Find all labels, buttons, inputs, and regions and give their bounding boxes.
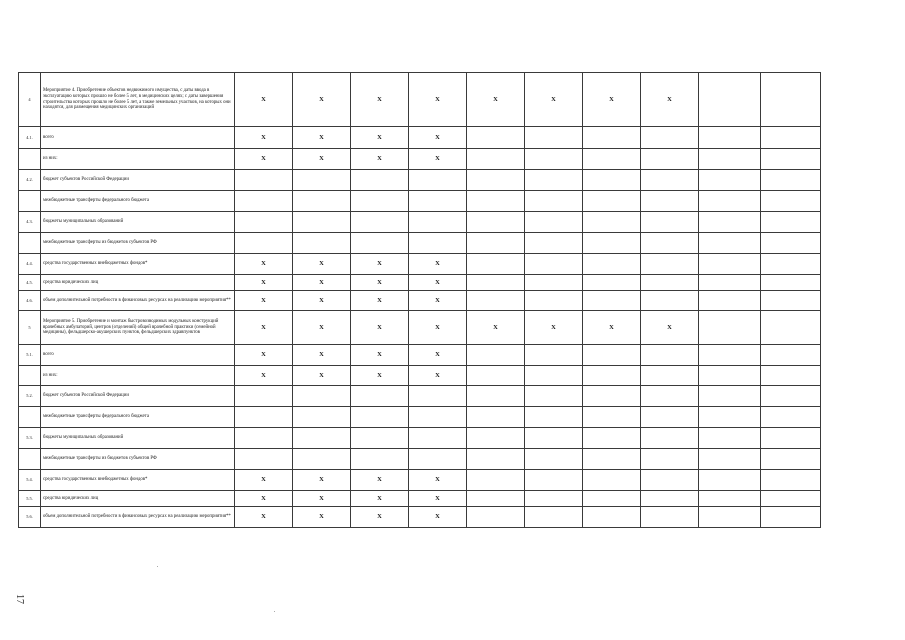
value-cell	[583, 170, 641, 191]
value-cell	[761, 149, 821, 170]
value-cell	[583, 366, 641, 386]
value-cell	[467, 212, 525, 233]
row-number	[19, 407, 41, 428]
value-cell	[641, 191, 699, 212]
value-cell	[583, 449, 641, 470]
value-cell	[351, 449, 409, 470]
value-cell: X	[409, 127, 467, 149]
value-cell	[525, 170, 583, 191]
value-cell	[583, 127, 641, 149]
row-label: всего	[41, 127, 235, 149]
value-cell	[583, 233, 641, 254]
row-label: бюджет субъектов Российской Федерации	[41, 386, 235, 407]
value-cell	[761, 386, 821, 407]
table-row	[19, 386, 821, 407]
value-cell	[761, 127, 821, 149]
row-label: средства юридических лиц	[41, 491, 235, 507]
value-cell	[641, 233, 699, 254]
value-cell	[467, 407, 525, 428]
value-cell: X	[351, 345, 409, 366]
value-cell: X	[351, 507, 409, 528]
value-cell	[699, 191, 761, 212]
value-cell: X	[467, 311, 525, 345]
value-cell	[409, 212, 467, 233]
value-cell	[525, 366, 583, 386]
value-cell	[525, 449, 583, 470]
value-cell	[525, 191, 583, 212]
row-label: межбюджетные трансферты федерального бюджета	[41, 407, 235, 428]
value-cell: X	[351, 366, 409, 386]
row-number: 5.3.	[19, 428, 41, 449]
value-cell	[699, 233, 761, 254]
value-cell	[583, 275, 641, 291]
page-number: 17	[14, 594, 25, 604]
value-cell	[235, 212, 293, 233]
value-cell	[235, 386, 293, 407]
value-cell	[641, 366, 699, 386]
value-cell	[761, 366, 821, 386]
value-cell: X	[235, 366, 293, 386]
value-cell	[351, 407, 409, 428]
value-cell	[293, 212, 351, 233]
table-row	[19, 491, 821, 507]
value-cell	[699, 170, 761, 191]
value-cell	[641, 127, 699, 149]
value-cell: X	[293, 254, 351, 275]
value-cell	[699, 366, 761, 386]
value-cell: X	[293, 491, 351, 507]
value-cell: X	[409, 366, 467, 386]
row-number: 4.3.	[19, 212, 41, 233]
value-cell: X	[235, 491, 293, 507]
value-cell	[409, 449, 467, 470]
value-cell	[583, 470, 641, 491]
financing-table	[18, 72, 821, 528]
value-cell	[699, 149, 761, 170]
row-number	[19, 366, 41, 386]
value-cell	[641, 291, 699, 311]
value-cell: X	[351, 127, 409, 149]
value-cell	[525, 291, 583, 311]
table-body	[19, 73, 821, 528]
value-cell	[641, 470, 699, 491]
value-cell	[409, 170, 467, 191]
value-cell	[641, 212, 699, 233]
value-cell	[409, 428, 467, 449]
value-cell: X	[351, 254, 409, 275]
value-cell	[409, 233, 467, 254]
value-cell: X	[351, 311, 409, 345]
row-label: Мероприятие 5. Приобретение и монтаж быстровозводимых модульных конструкций врачебных амбулаторий, центров (отделений) общей врачебной практики (семейной медицины), фельдшерско-акушерских пунктов, фельдшерских здравпунктов	[41, 311, 235, 345]
value-cell: X	[409, 345, 467, 366]
value-cell: X	[235, 507, 293, 528]
value-cell: X	[409, 73, 467, 127]
value-cell	[583, 345, 641, 366]
value-cell: X	[409, 275, 467, 291]
value-cell	[641, 507, 699, 528]
value-cell	[467, 149, 525, 170]
value-cell: X	[351, 275, 409, 291]
value-cell: X	[293, 507, 351, 528]
value-cell	[641, 386, 699, 407]
value-cell: X	[293, 149, 351, 170]
value-cell	[761, 275, 821, 291]
value-cell	[467, 507, 525, 528]
value-cell: X	[351, 291, 409, 311]
value-cell	[641, 491, 699, 507]
value-cell	[467, 233, 525, 254]
scan-speck	[274, 611, 275, 612]
value-cell: X	[409, 254, 467, 275]
value-cell: X	[409, 311, 467, 345]
table-row	[19, 170, 821, 191]
row-number: 4	[19, 73, 41, 127]
value-cell	[583, 291, 641, 311]
value-cell: X	[293, 470, 351, 491]
value-cell	[467, 386, 525, 407]
value-cell	[293, 233, 351, 254]
value-cell	[583, 149, 641, 170]
table-row	[19, 191, 821, 212]
value-cell	[699, 212, 761, 233]
row-number	[19, 449, 41, 470]
row-number: 5.2.	[19, 386, 41, 407]
value-cell: X	[235, 470, 293, 491]
table-row	[19, 73, 821, 127]
value-cell: X	[235, 73, 293, 127]
value-cell	[761, 233, 821, 254]
row-label: объем дополнительной потребности в финансовых ресурсах на реализацию мероприятия**	[41, 507, 235, 528]
table-row	[19, 428, 821, 449]
value-cell	[641, 254, 699, 275]
row-number: 5.1.	[19, 345, 41, 366]
value-cell	[583, 212, 641, 233]
value-cell	[761, 407, 821, 428]
table-row	[19, 149, 821, 170]
value-cell	[409, 191, 467, 212]
value-cell	[293, 170, 351, 191]
value-cell	[761, 212, 821, 233]
value-cell	[525, 491, 583, 507]
value-cell	[525, 470, 583, 491]
value-cell: X	[409, 149, 467, 170]
row-number	[19, 191, 41, 212]
row-label: средства государственных внебюджетных фондов*	[41, 254, 235, 275]
value-cell: X	[583, 73, 641, 127]
value-cell	[293, 386, 351, 407]
value-cell	[761, 507, 821, 528]
table-row	[19, 275, 821, 291]
value-cell	[293, 428, 351, 449]
value-cell	[351, 170, 409, 191]
row-label: всего	[41, 345, 235, 366]
value-cell	[699, 254, 761, 275]
value-cell	[761, 191, 821, 212]
row-number: 4.6.	[19, 291, 41, 311]
value-cell	[235, 449, 293, 470]
value-cell	[467, 345, 525, 366]
value-cell: X	[235, 149, 293, 170]
value-cell	[699, 491, 761, 507]
table-row	[19, 470, 821, 491]
value-cell	[235, 191, 293, 212]
value-cell: X	[351, 470, 409, 491]
row-number: 5.5.	[19, 491, 41, 507]
value-cell	[235, 428, 293, 449]
value-cell	[699, 428, 761, 449]
row-number: 4.1.	[19, 127, 41, 149]
row-label: межбюджетные трансферты федерального бюджета	[41, 191, 235, 212]
value-cell	[525, 407, 583, 428]
row-number: 5	[19, 311, 41, 345]
row-number	[19, 233, 41, 254]
value-cell	[467, 428, 525, 449]
value-cell	[761, 428, 821, 449]
row-label: объем дополнительной потребности в финансовых ресурсах на реализацию мероприятия**	[41, 291, 235, 311]
value-cell	[525, 212, 583, 233]
table-row	[19, 311, 821, 345]
value-cell: X	[293, 73, 351, 127]
value-cell	[525, 254, 583, 275]
value-cell	[351, 386, 409, 407]
value-cell	[525, 127, 583, 149]
row-label: бюджеты муниципальных образований	[41, 428, 235, 449]
row-number: 4.2.	[19, 170, 41, 191]
value-cell	[467, 491, 525, 507]
value-cell	[235, 407, 293, 428]
value-cell	[409, 407, 467, 428]
value-cell: X	[409, 507, 467, 528]
table-row	[19, 507, 821, 528]
table-row	[19, 127, 821, 149]
value-cell: X	[583, 311, 641, 345]
row-label: из них:	[41, 149, 235, 170]
value-cell: X	[467, 73, 525, 127]
value-cell	[525, 275, 583, 291]
value-cell	[525, 386, 583, 407]
value-cell	[583, 428, 641, 449]
value-cell: X	[293, 366, 351, 386]
value-cell	[351, 233, 409, 254]
value-cell: X	[235, 254, 293, 275]
value-cell	[641, 428, 699, 449]
value-cell	[467, 366, 525, 386]
table-row	[19, 366, 821, 386]
value-cell: X	[293, 291, 351, 311]
value-cell	[467, 254, 525, 275]
value-cell	[699, 449, 761, 470]
value-cell	[699, 311, 761, 345]
value-cell: X	[293, 345, 351, 366]
value-cell	[351, 212, 409, 233]
value-cell: X	[641, 311, 699, 345]
value-cell	[641, 170, 699, 191]
value-cell	[525, 428, 583, 449]
row-label: средства государственных внебюджетных фондов*	[41, 470, 235, 491]
value-cell	[699, 386, 761, 407]
value-cell	[525, 233, 583, 254]
value-cell: X	[409, 491, 467, 507]
value-cell	[761, 345, 821, 366]
value-cell	[583, 407, 641, 428]
value-cell	[525, 345, 583, 366]
value-cell	[467, 170, 525, 191]
value-cell	[467, 127, 525, 149]
value-cell	[235, 233, 293, 254]
row-number: 4.4.	[19, 254, 41, 275]
value-cell	[525, 149, 583, 170]
value-cell: X	[235, 127, 293, 149]
value-cell	[641, 149, 699, 170]
value-cell	[699, 275, 761, 291]
table-row	[19, 233, 821, 254]
table-row	[19, 345, 821, 366]
value-cell	[583, 507, 641, 528]
value-cell	[467, 275, 525, 291]
value-cell	[699, 507, 761, 528]
row-label: межбюджетные трансферты из бюджетов субъектов РФ	[41, 233, 235, 254]
value-cell	[583, 491, 641, 507]
value-cell	[293, 407, 351, 428]
value-cell	[235, 170, 293, 191]
value-cell	[641, 275, 699, 291]
value-cell	[761, 254, 821, 275]
value-cell	[761, 73, 821, 127]
value-cell: X	[293, 127, 351, 149]
value-cell: X	[293, 275, 351, 291]
value-cell: X	[641, 73, 699, 127]
row-number: 5.4.	[19, 470, 41, 491]
value-cell	[761, 449, 821, 470]
value-cell	[293, 191, 351, 212]
scan-speck	[157, 566, 158, 567]
row-number: 4.5.	[19, 275, 41, 291]
value-cell: X	[409, 470, 467, 491]
table-row	[19, 407, 821, 428]
value-cell	[467, 191, 525, 212]
value-cell	[761, 291, 821, 311]
row-label: бюджет субъектов Российской Федерации	[41, 170, 235, 191]
row-label: средства юридических лиц	[41, 275, 235, 291]
value-cell: X	[525, 73, 583, 127]
value-cell: X	[409, 291, 467, 311]
value-cell	[699, 345, 761, 366]
value-cell	[699, 407, 761, 428]
value-cell: X	[235, 345, 293, 366]
row-number: 5.6.	[19, 507, 41, 528]
value-cell: X	[351, 149, 409, 170]
value-cell	[641, 407, 699, 428]
value-cell: X	[235, 275, 293, 291]
value-cell	[699, 127, 761, 149]
row-label: Мероприятие 4. Приобретение объектов недвижимого имущества, с даты ввода в эксплуатацию которых прошло не более 5 лет, в медицинских целях; с даты завершения строительства которых прошло не более 5 лет, а также земельных участков, на которых они находятся, для размещения медицинских организаций	[41, 73, 235, 127]
value-cell	[351, 191, 409, 212]
table-row	[19, 291, 821, 311]
value-cell	[409, 386, 467, 407]
value-cell: X	[351, 491, 409, 507]
value-cell	[641, 345, 699, 366]
value-cell	[467, 291, 525, 311]
value-cell: X	[293, 311, 351, 345]
value-cell: X	[235, 291, 293, 311]
value-cell	[467, 449, 525, 470]
value-cell	[761, 470, 821, 491]
value-cell	[699, 470, 761, 491]
value-cell: X	[235, 311, 293, 345]
value-cell	[583, 191, 641, 212]
value-cell	[351, 428, 409, 449]
table-row	[19, 254, 821, 275]
value-cell	[525, 507, 583, 528]
value-cell	[583, 254, 641, 275]
value-cell	[699, 291, 761, 311]
row-number	[19, 149, 41, 170]
row-label: межбюджетные трансферты из бюджетов субъектов РФ	[41, 449, 235, 470]
value-cell	[641, 449, 699, 470]
row-label: бюджеты муниципальных образований	[41, 212, 235, 233]
value-cell	[583, 386, 641, 407]
value-cell: X	[351, 73, 409, 127]
value-cell	[761, 311, 821, 345]
value-cell	[699, 73, 761, 127]
value-cell	[761, 170, 821, 191]
value-cell: X	[525, 311, 583, 345]
value-cell	[761, 491, 821, 507]
table-row	[19, 449, 821, 470]
row-label: из них:	[41, 366, 235, 386]
value-cell	[467, 470, 525, 491]
value-cell	[293, 449, 351, 470]
table-row	[19, 212, 821, 233]
